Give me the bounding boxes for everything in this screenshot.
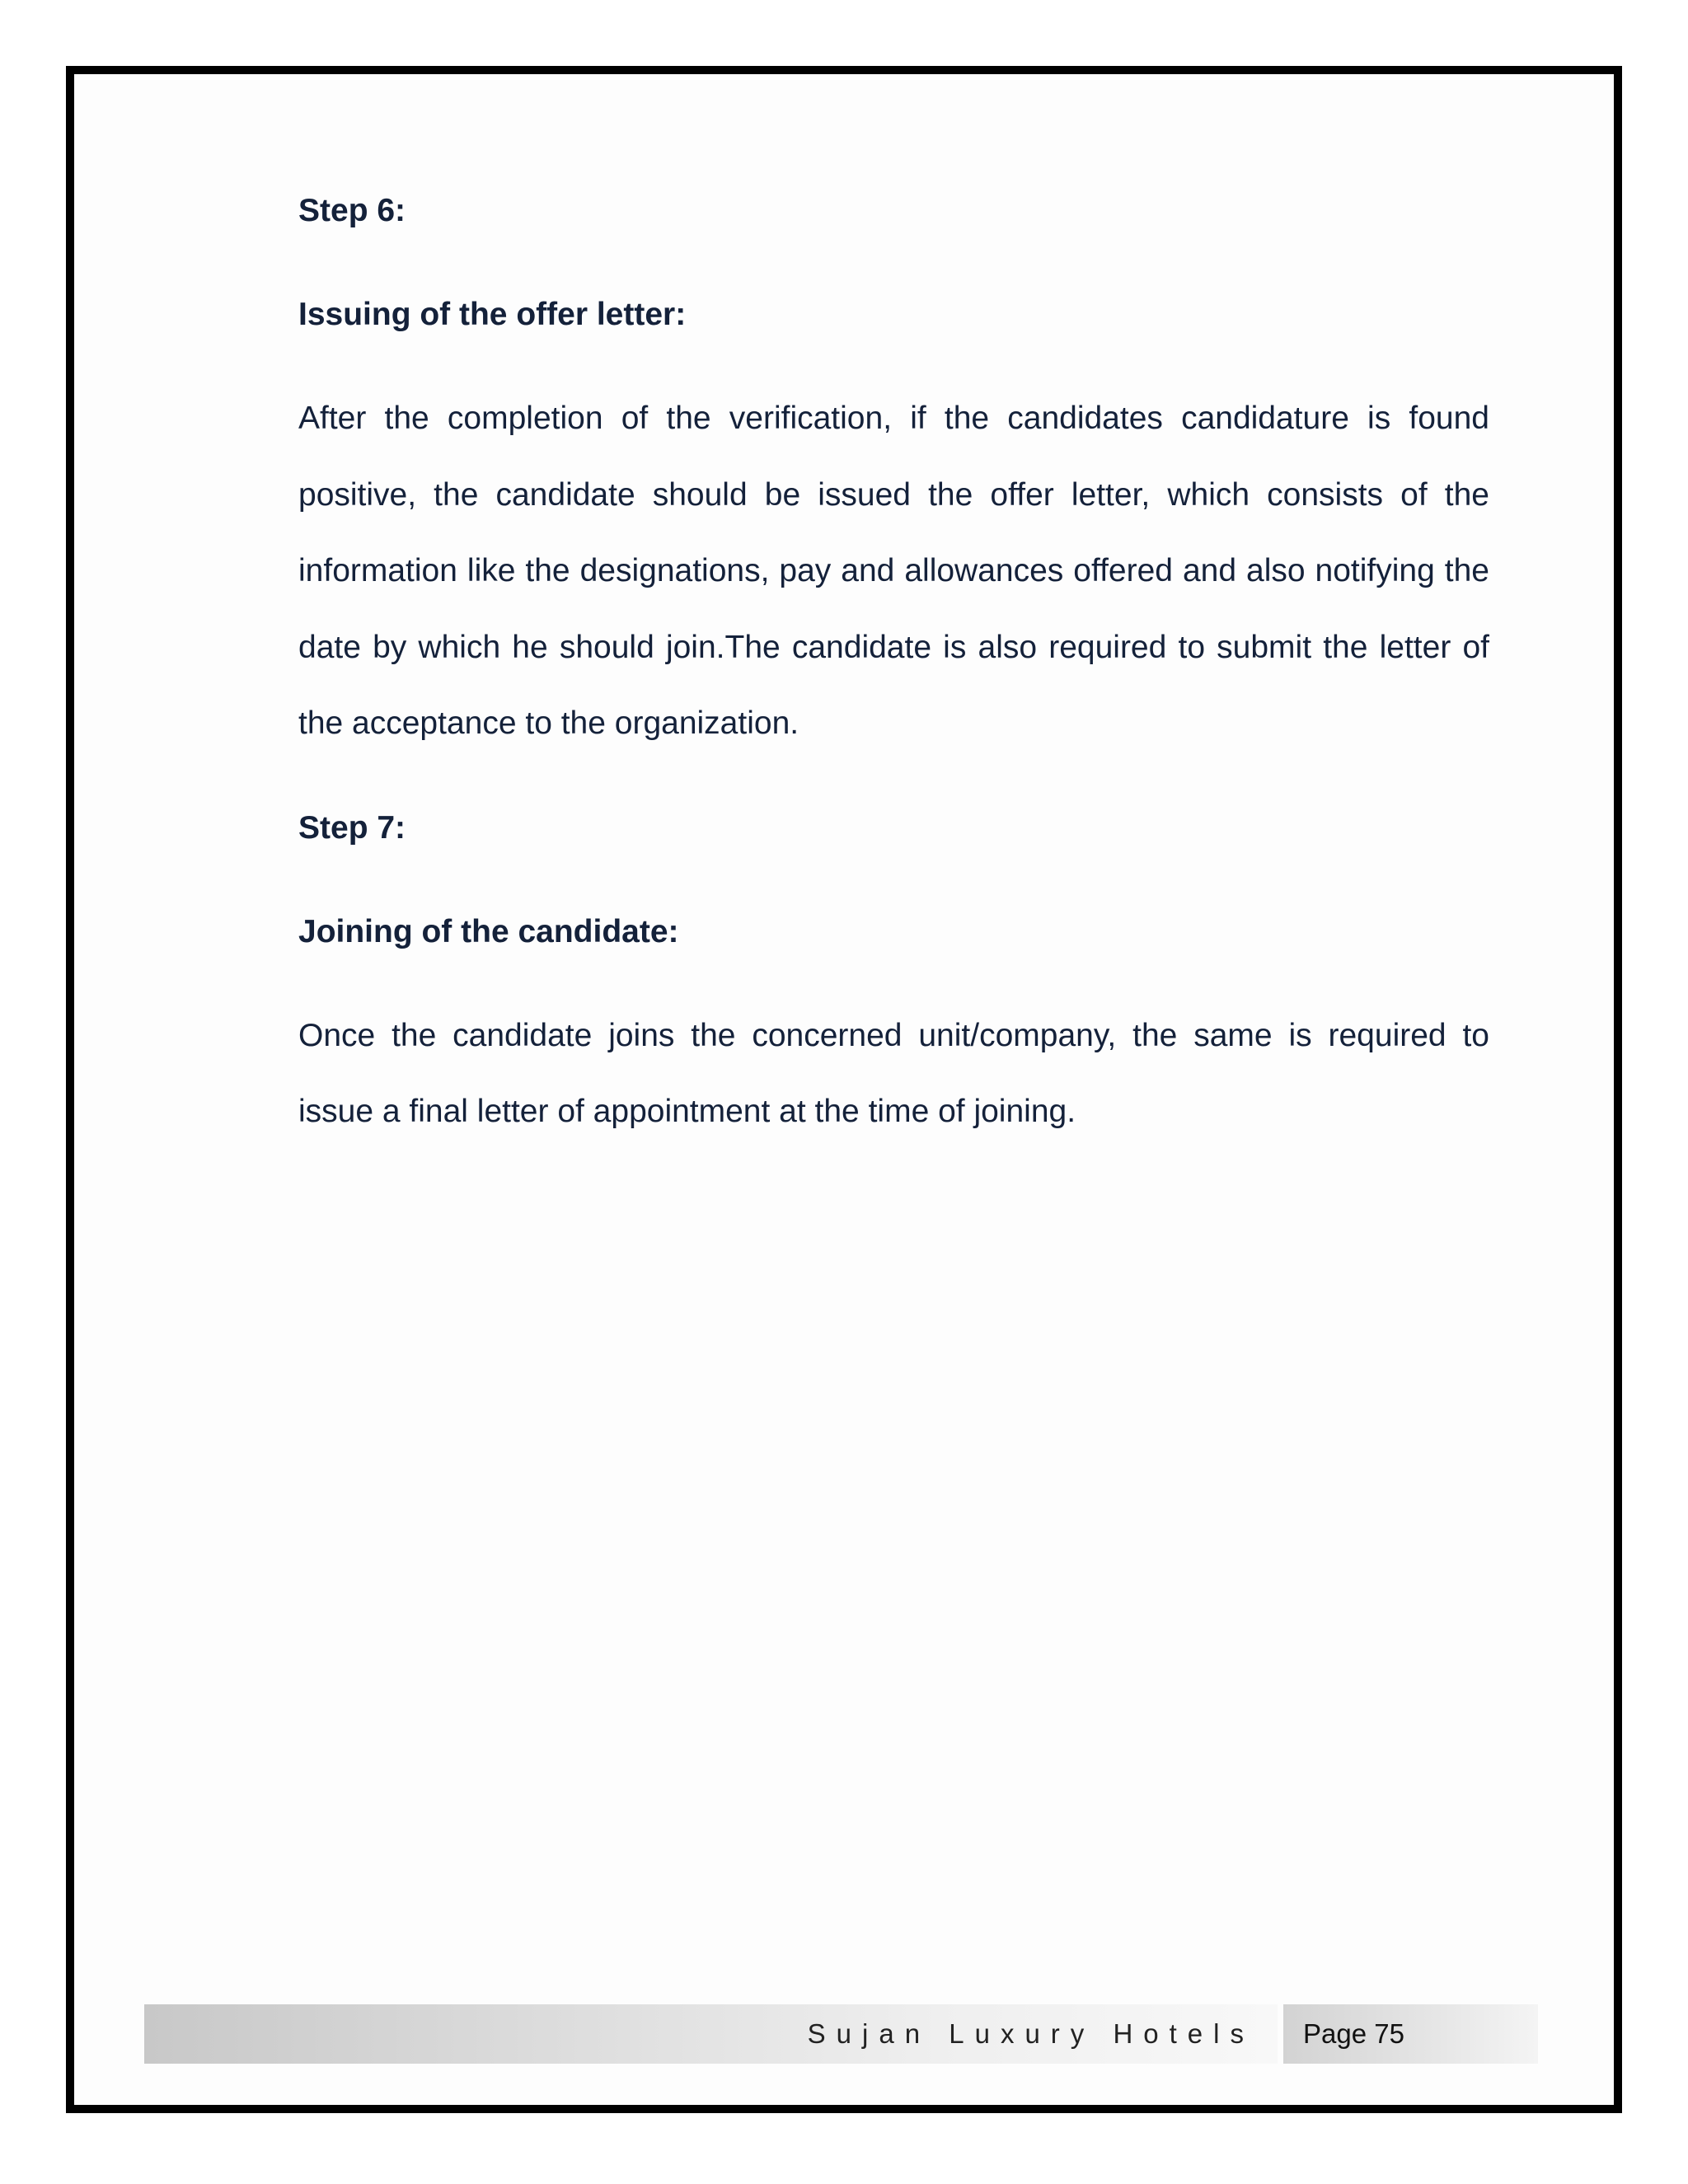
step-6-heading: Step 6:: [298, 193, 406, 228]
footer-page-band: [1283, 2004, 1538, 2064]
footer-page-number: Page 75: [1303, 2018, 1404, 2049]
step-7-heading: Step 7:: [298, 809, 406, 846]
offer-letter-heading: Issuing of the offer letter:: [298, 297, 687, 332]
joining-paragraph: Once the candidate joins the concerned unit/company, the same is required to issue a final letter of appointment at the time of joining.: [298, 1017, 1489, 1129]
offer-letter-paragraph: After the completion of the verification, if the candidates candidature is found positive, the candidate should be issued the offer letter, which consists of the information like the designations, pay and allowances offered and also notifying the date by which he should join.The candidate is also required to submit the letter of the acceptance to the organization.: [298, 401, 1489, 741]
joining-heading: Joining of the candidate:: [298, 913, 679, 949]
footer-company-name: Sujan Luxury Hotels: [807, 2018, 1254, 2049]
footer-band: [144, 2004, 1278, 2064]
document-body: [298, 191, 1489, 1197]
